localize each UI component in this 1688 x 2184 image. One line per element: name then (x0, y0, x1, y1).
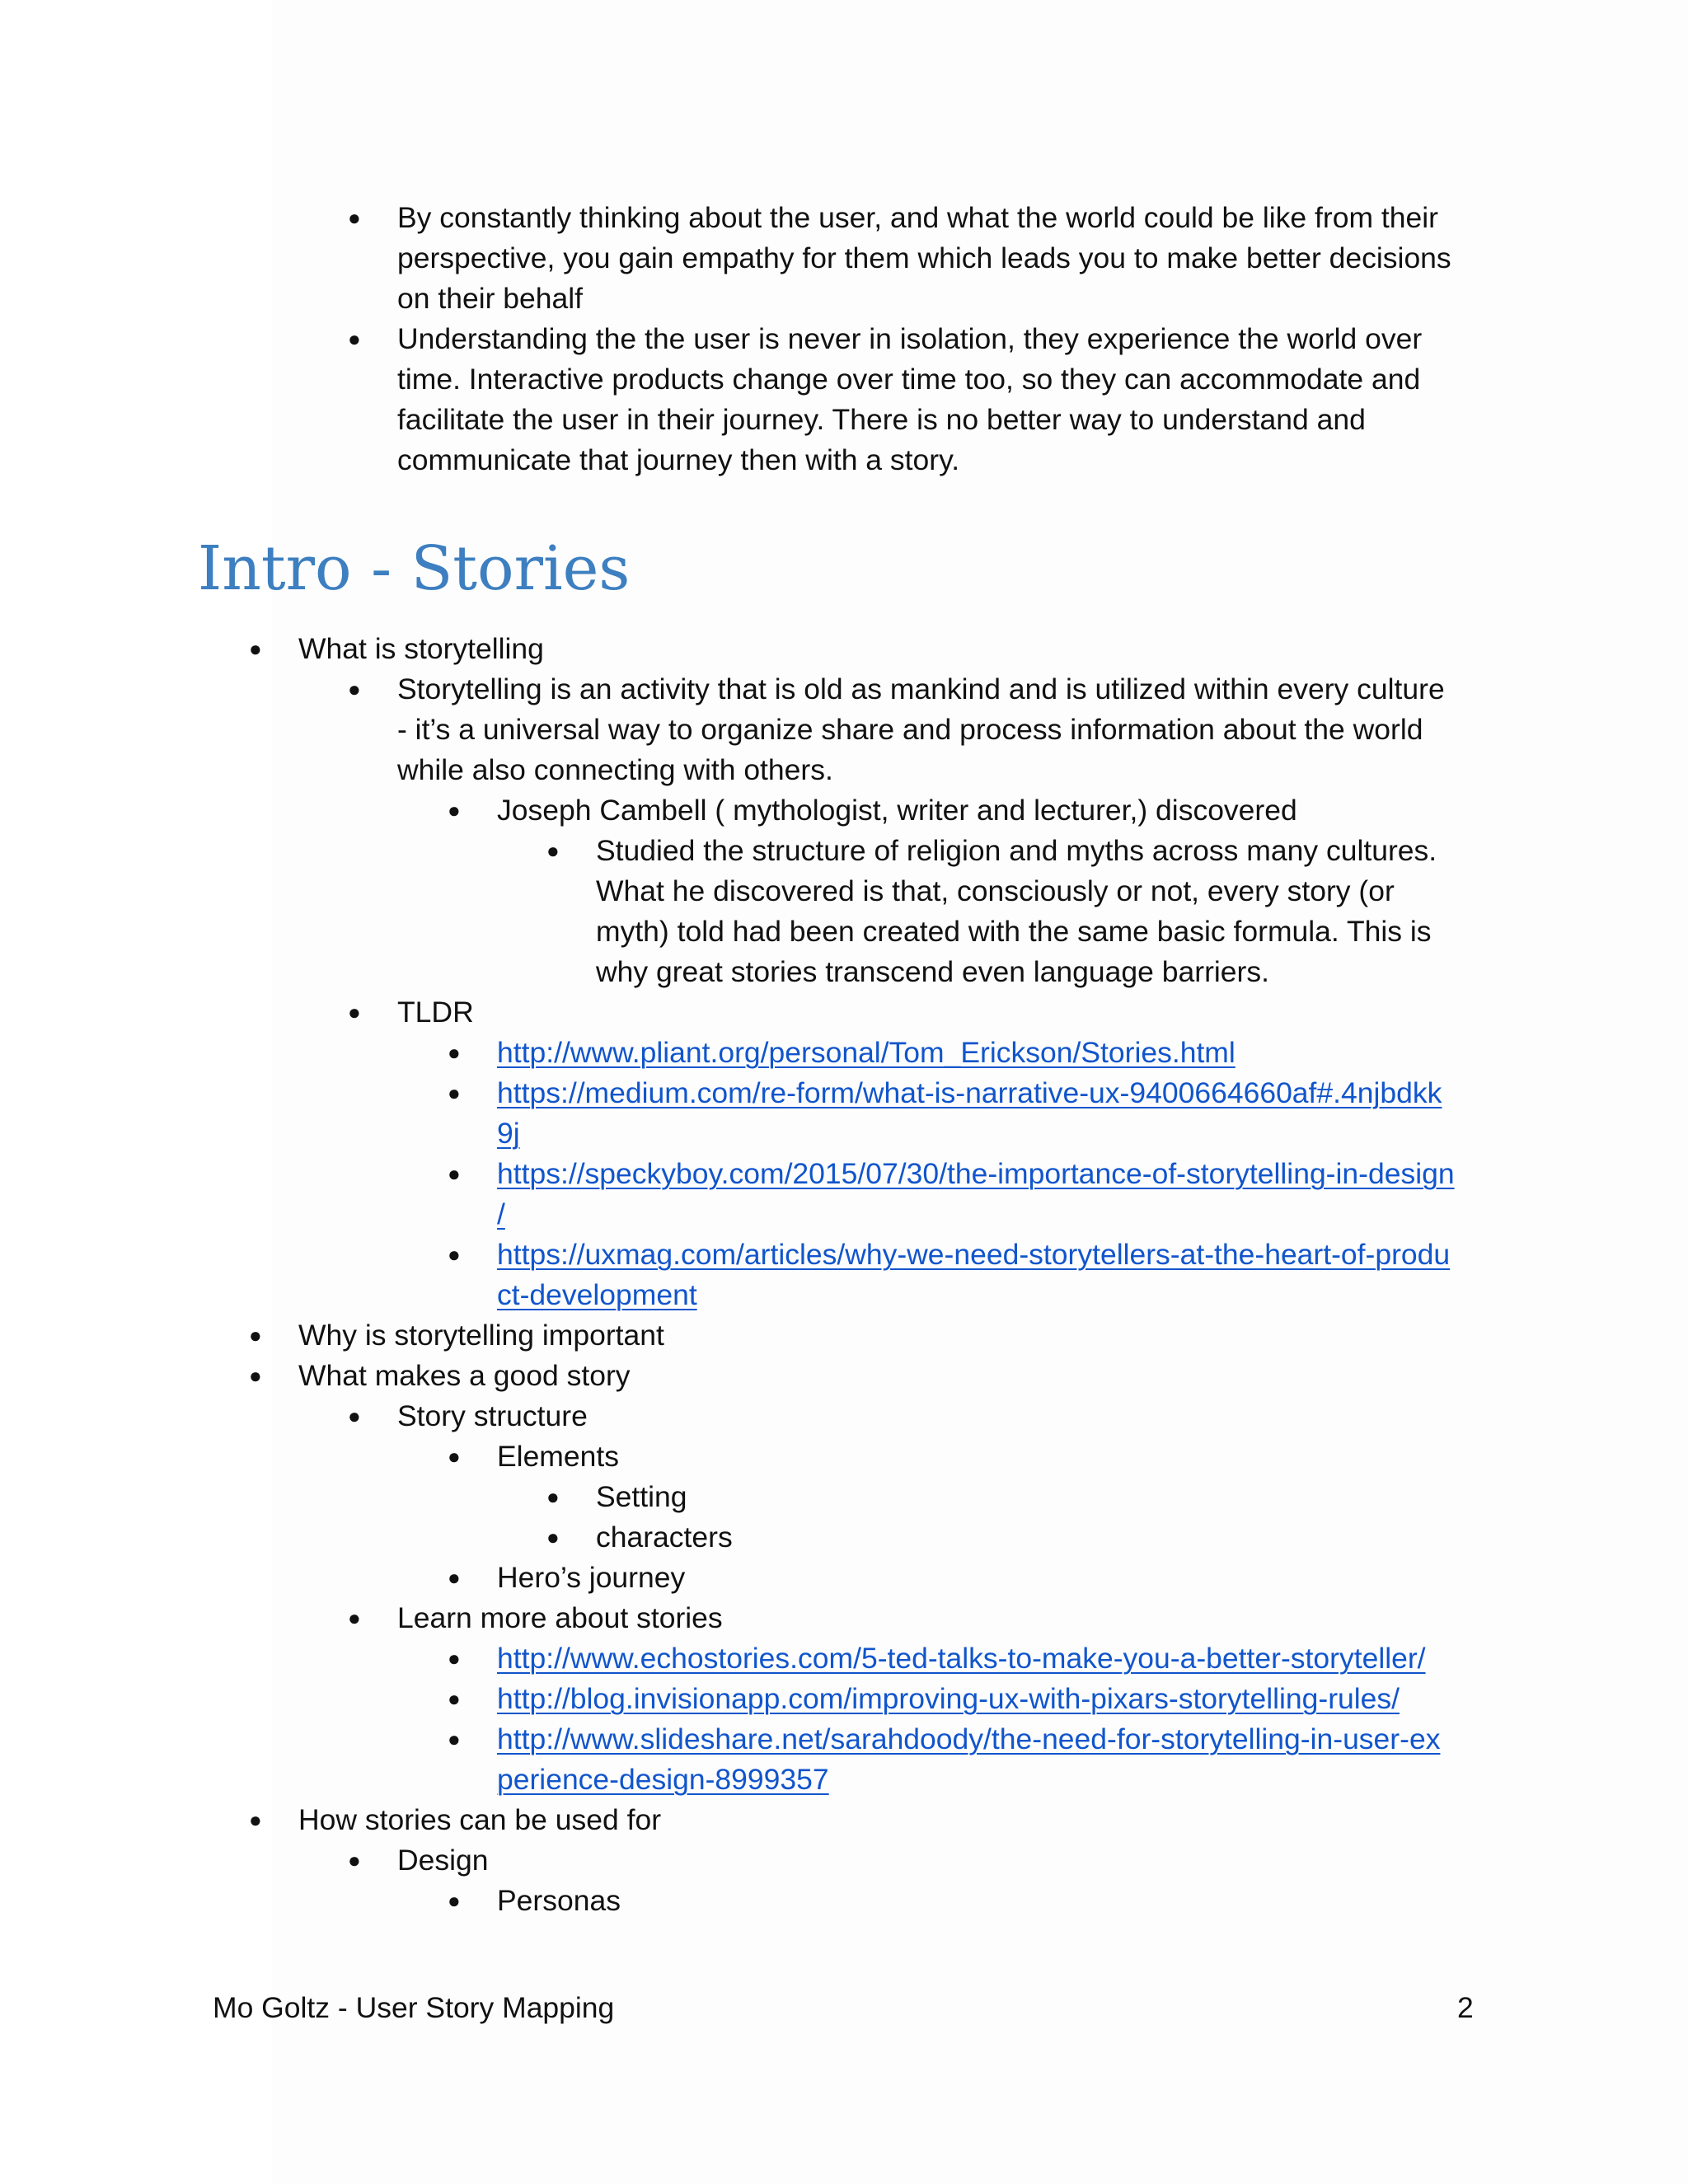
bullet-marker: ● (546, 1525, 560, 1549)
bullet-marker: ● (448, 1080, 461, 1105)
bullet-marker: ● (448, 798, 461, 823)
link-echostories-ted-talks[interactable]: http://www.echostories.com/5-ted-talks-to-make-you-a-better-storyteller/ (497, 1642, 1426, 1675)
section-heading: Intro - Stories (198, 533, 631, 604)
list-item-why-important: Why is storytelling important (298, 1319, 664, 1352)
bullet-marker: ● (249, 1323, 262, 1347)
bullet-marker: ● (448, 1565, 461, 1590)
link-invision-pixar-rules[interactable]: http://blog.invisionapp.com/improving-ux-with-pixars-storytelling-rules/ (497, 1682, 1400, 1715)
bullet-marker: ● (249, 636, 262, 661)
bullet-marker: ● (348, 1848, 361, 1872)
list-item-text: Storytelling is an activity that is old as mankind and is utilized within every culture (397, 673, 1445, 705)
list-item-text: on their behalf (397, 282, 583, 315)
bullet-marker: ● (249, 1363, 262, 1388)
footer-title: Mo Goltz - User Story Mapping (213, 1991, 615, 2024)
bullet-marker: ● (448, 1040, 461, 1065)
bullet-marker: ● (448, 1888, 461, 1913)
bullet-marker: ● (249, 1807, 262, 1832)
list-item-what-is-storytelling: What is storytelling (298, 632, 544, 665)
list-item-characters: characters (596, 1521, 733, 1554)
list-item-setting: Setting (596, 1480, 687, 1513)
list-item-text: perspective, you gain empathy for them which leads you to make better decisions (397, 241, 1451, 274)
link-speckyboy-storytelling[interactable]: https://speckyboy.com/2015/07/30/the-importance-of-storytelling-in-design (497, 1157, 1455, 1190)
link-medium-narrative-ux[interactable]: https://medium.com/re-form/what-is-narrative-ux-9400664660af#.4njbdkk (497, 1076, 1442, 1109)
bullet-marker: ● (448, 1242, 461, 1267)
list-item-campbell: Joseph Cambell ( mythologist, writer and lecturer,) discovered (497, 794, 1297, 827)
bullet-marker: ● (448, 1727, 461, 1751)
list-item-text: time. Interactive products change over time too, so they can accommodate and (397, 363, 1421, 396)
bullet-marker: ● (448, 1686, 461, 1711)
bullet-marker: ● (348, 677, 361, 701)
bullet-marker: ● (348, 1404, 361, 1428)
list-item-text: - it’s a universal way to organize share and process information about the world (397, 713, 1423, 746)
bullet-marker: ● (546, 1484, 560, 1509)
list-item-how-used: How stories can be used for (298, 1803, 662, 1836)
bullet-marker: ● (348, 1000, 361, 1024)
bullet-marker: ● (348, 326, 361, 351)
list-item-tldr: TLDR (397, 996, 474, 1029)
list-item-good-story: What makes a good story (298, 1359, 631, 1392)
list-item-text: What he discovered is that, consciously or not, every story (or (596, 874, 1395, 907)
list-item-text: communicate that journey then with a story. (397, 443, 960, 476)
list-item-text: myth) told had been created with the same basic formula. This is (596, 915, 1432, 948)
link-pliant-stories[interactable]: http://www.pliant.org/personal/Tom_Erickson/Stories.html (497, 1036, 1236, 1069)
bullet-marker: ● (348, 1605, 361, 1630)
link-uxmag-storytellers[interactable]: https://uxmag.com/articles/why-we-need-storytellers-at-the-heart-of-produ (497, 1238, 1451, 1271)
link-slideshare-storytelling[interactable]: perience-design-8999357 (497, 1763, 829, 1796)
list-item-text: Understanding the the user is never in isolation, they experience the world over (397, 322, 1423, 355)
list-item-elements: Elements (497, 1440, 619, 1473)
list-item-text: Studied the structure of religion and myths across many cultures. (596, 834, 1437, 867)
link-slideshare-storytelling[interactable]: http://www.slideshare.net/sarahdoody/the-need-for-storytelling-in-user-ex (497, 1722, 1441, 1755)
list-item-learn-more: Learn more about stories (397, 1601, 723, 1634)
list-item-text: while also connecting with others. (397, 753, 833, 786)
bullet-marker: ● (546, 838, 560, 863)
list-item-personas: Personas (497, 1884, 621, 1917)
list-item-heros-journey: Hero’s journey (497, 1561, 686, 1594)
link-speckyboy-storytelling[interactable]: / (497, 1197, 505, 1230)
bullet-marker: ● (448, 1646, 461, 1671)
list-item-text: why great stories transcend even language barriers. (596, 955, 1269, 988)
bullet-marker: ● (448, 1444, 461, 1469)
link-medium-narrative-ux[interactable]: 9j (497, 1117, 520, 1150)
list-item-text: By constantly thinking about the user, and what the world could be like from their (397, 201, 1438, 234)
list-item-text: facilitate the user in their journey. There is no better way to understand and (397, 403, 1366, 436)
bullet-marker: ● (348, 205, 361, 230)
list-item-design: Design (397, 1844, 489, 1877)
page-number: 2 (1457, 1991, 1474, 2024)
bullet-marker: ● (448, 1161, 461, 1186)
link-uxmag-storytellers[interactable]: ct-development (497, 1278, 697, 1311)
list-item-story-structure: Story structure (397, 1399, 588, 1432)
